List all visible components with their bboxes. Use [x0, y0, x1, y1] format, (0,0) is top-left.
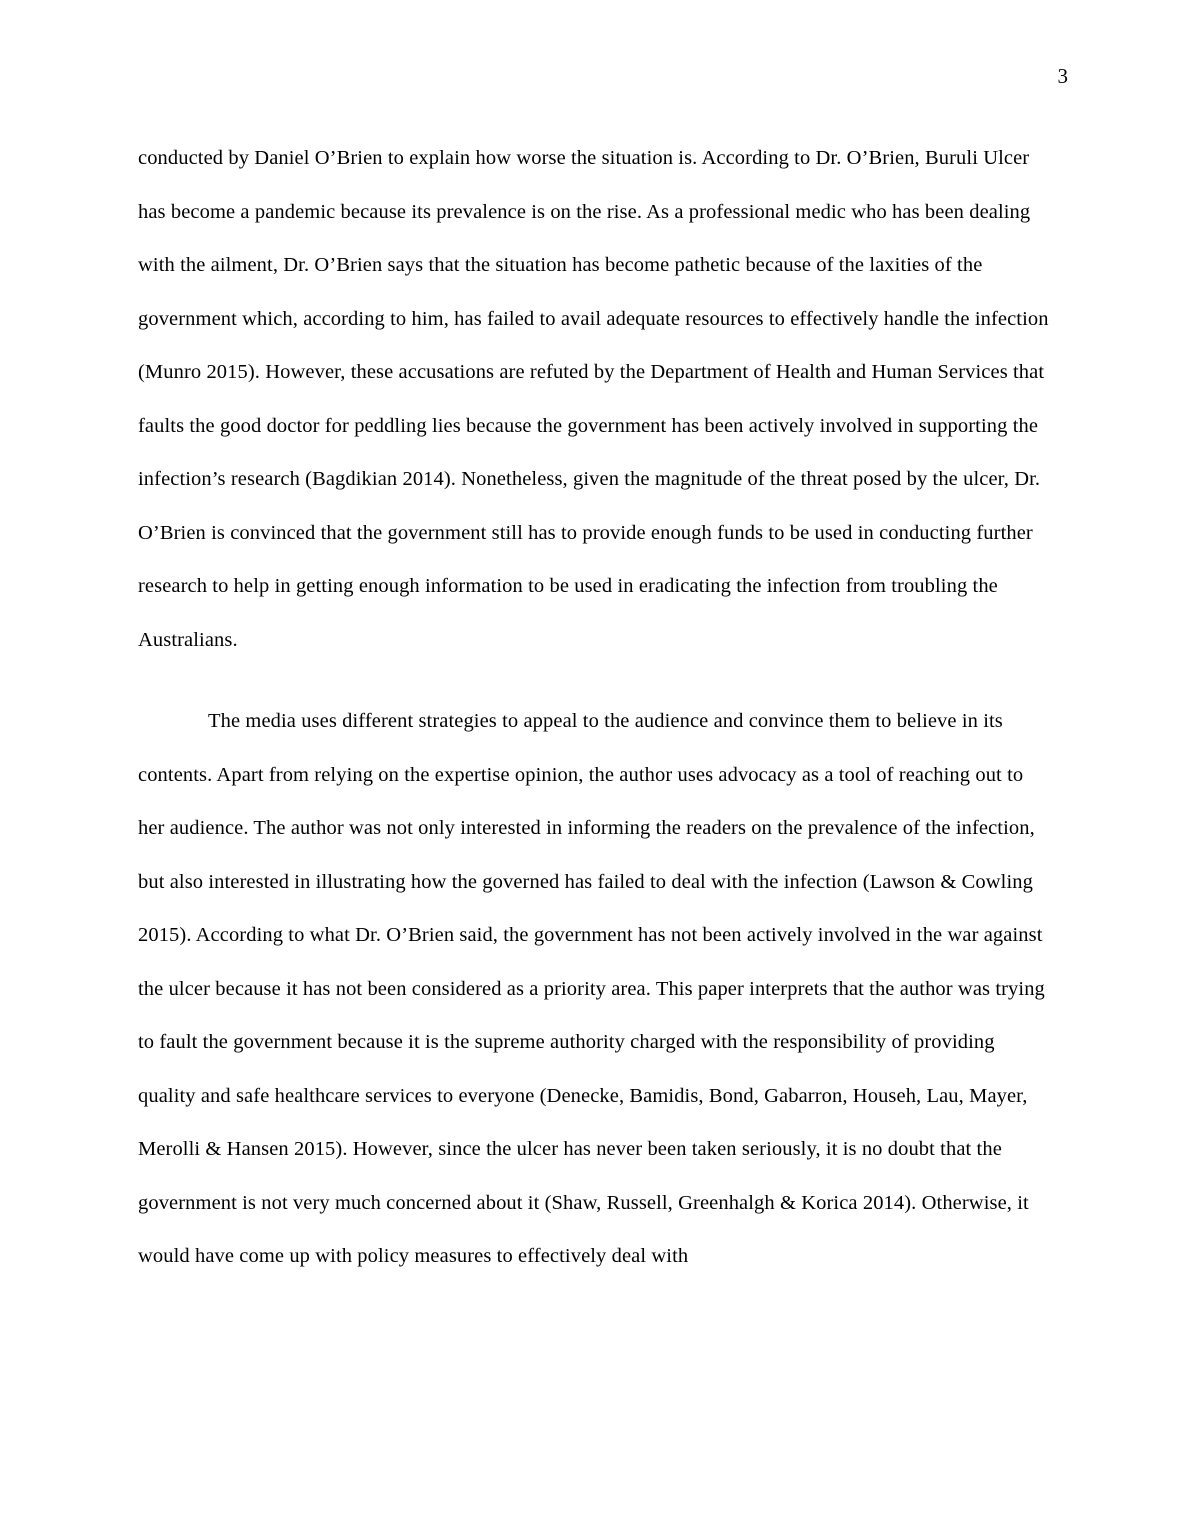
document-body — [138, 132, 1054, 1284]
body-paragraph: The media uses different strategies to appeal to the audience and convince them to believe in its contents. Apart from relying on the expertise opinion, the author uses advocacy as a tool of reaching out to her audience. The author was not only interested in informing the readers on the prevalence of the infection, but also interested in illustrating how the governed has failed to deal with the infection (Lawson & Cowling 2015). According to what Dr. O’Brien said, the government has not been actively involved in the war against the ulcer because it has not been considered as a priority area. This paper interprets that the author was trying to fault the government because it is the supreme authority charged with the responsibility of providing quality and safe healthcare services to everyone (Denecke, Bamidis, Bond, Gabarron, Househ, Lau, Mayer, Merolli & Hansen 2015). However, since the ulcer has never been taken seriously, it is no doubt that the government is not very much concerned about it (Shaw, Russell, Greenhalgh & Korica 2014). Otherwise, it would have come up with policy measures to effectively deal with — [138, 710, 1045, 1267]
body-paragraph: conducted by Daniel O’Brien to explain how worse the situation is. According to Dr. O’Brien, Buruli Ulcer has become a pandemic because its prevalence is on the rise. As a professional medic who has been dealing with the ailment, Dr. O’Brien says that the situation has become pathetic because of the laxities of the government which, according to him, has failed to avail adequate resources to effectively handle the infection (Munro 2015). However, these accusations are refuted by the Department of Health and Human Services that faults the good doctor for peddling lies because the government has been actively involved in supporting the infection’s research (Bagdikian 2014). Nonetheless, given the magnitude of the threat posed by the ulcer, Dr. O’Brien is convinced that the government still has to provide enough funds to be used in conducting further research to help in getting enough information to be used in eradicating the infection from troubling the Australians. — [138, 147, 1049, 651]
page-number: 3 — [1057, 64, 1068, 88]
